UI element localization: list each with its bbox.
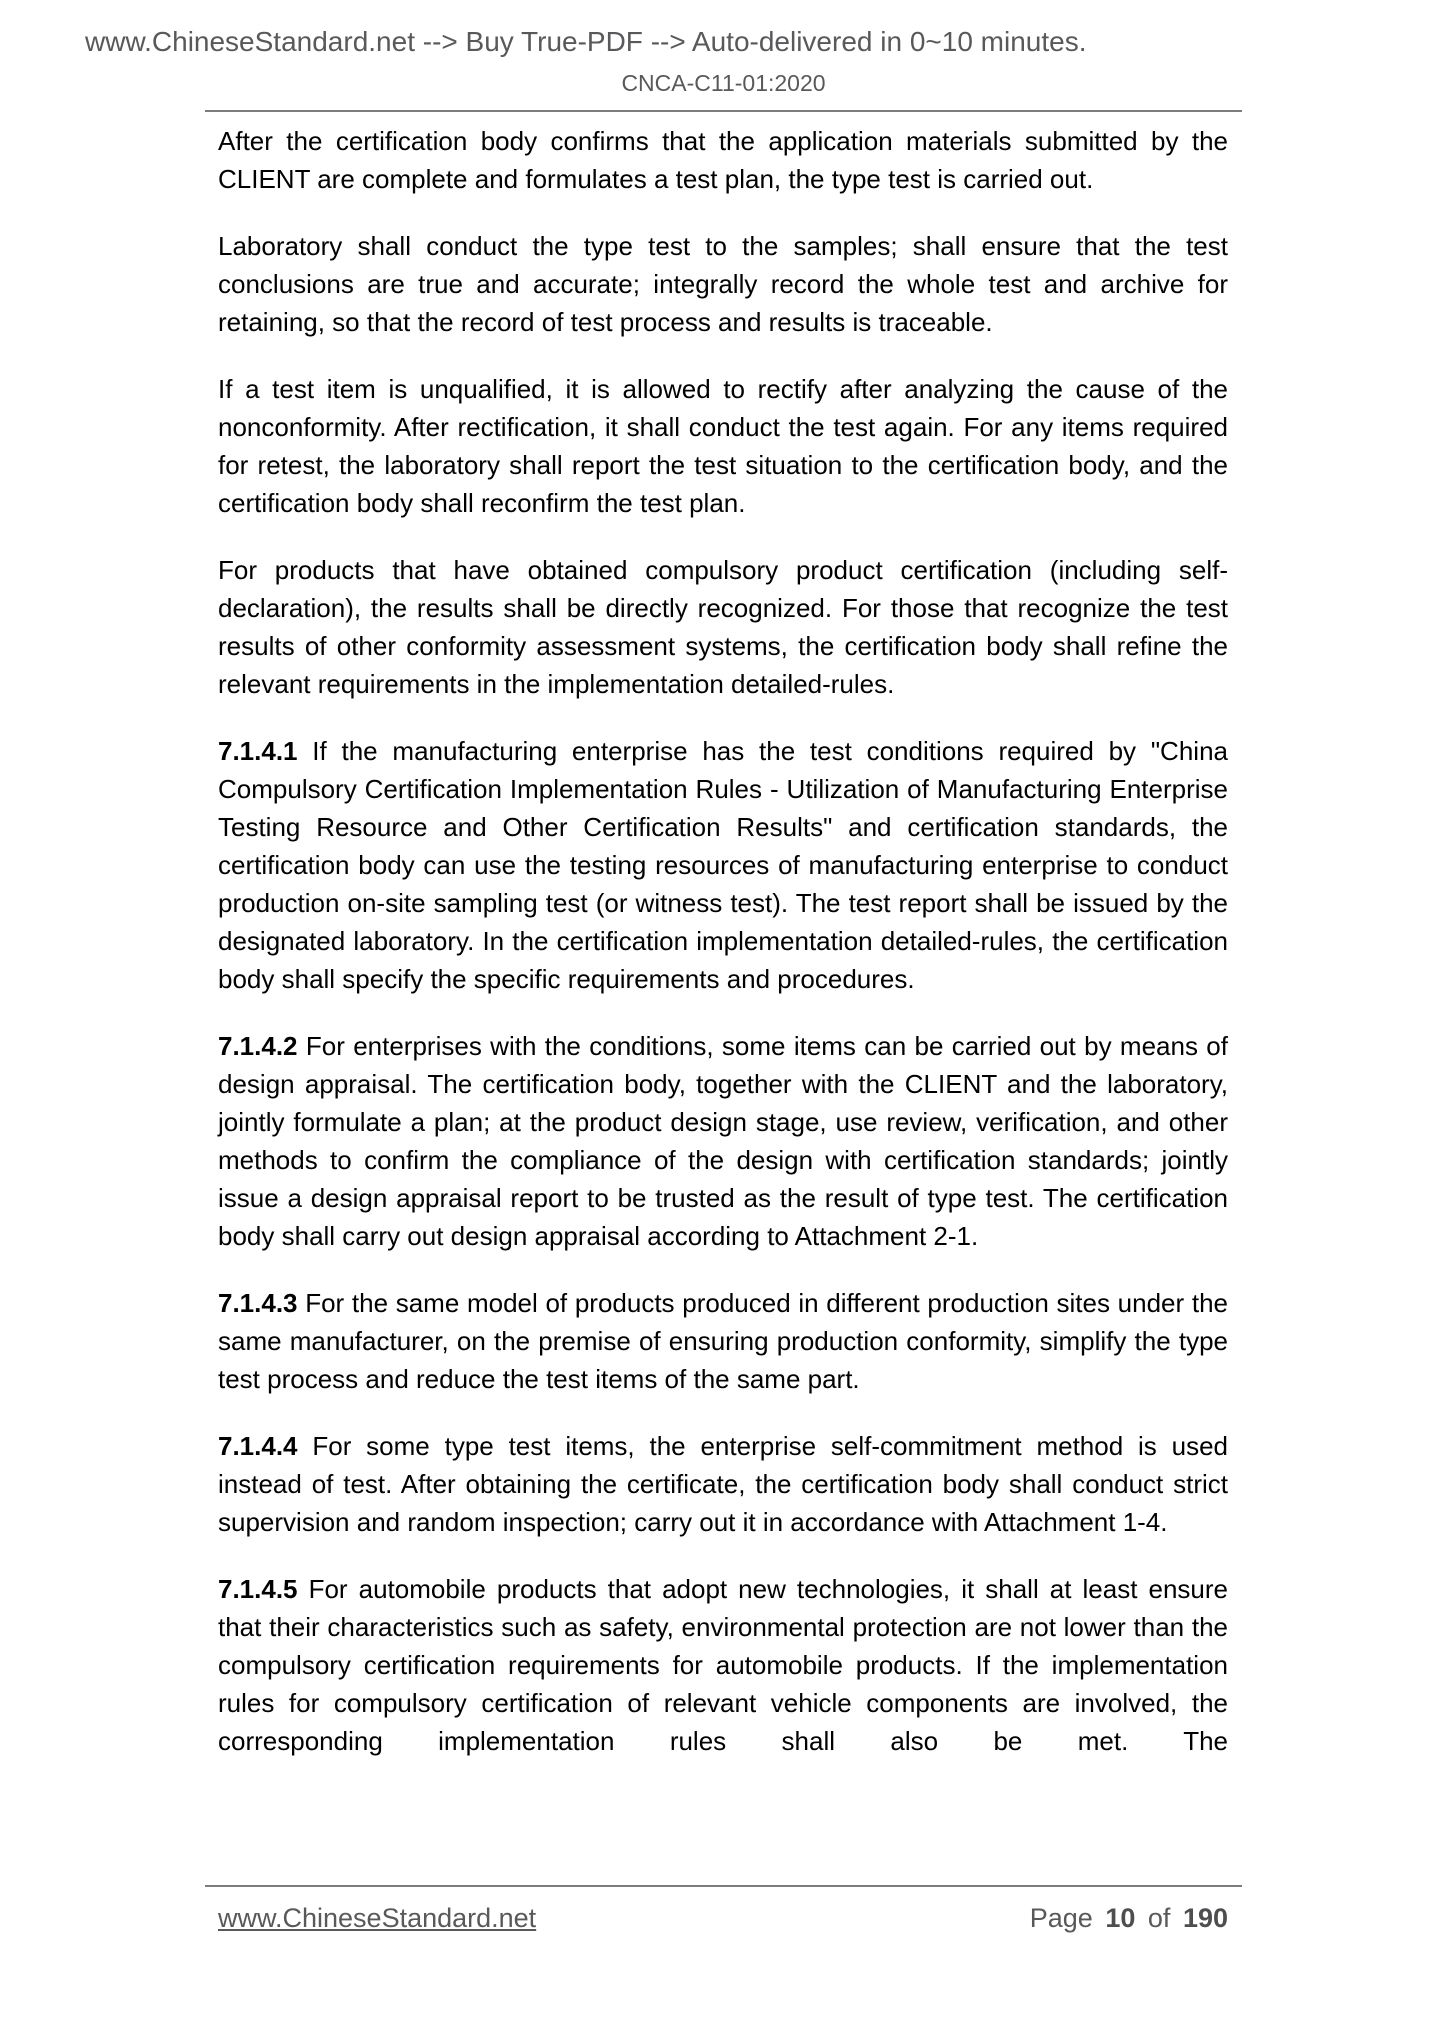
header-rule <box>205 110 1242 112</box>
section-number: 7.1.4.1 <box>218 736 298 766</box>
doc-code: CNCA-C11-01:2020 <box>621 70 826 96</box>
paragraph: Laboratory shall conduct the type test to the samples; shall ensure that the test conclusions are true and accurate; integrally record the whole test and archive for retaining, so that the record of test process and results is traceable. <box>218 231 1228 337</box>
page-indicator <box>1030 1903 1228 1934</box>
section-paragraph-7.1.4.5: 7.1.4.5 For automobile products that adopt new technologies, it shall at least ensure that their characteristics such as safety, environmental protection are not lower than the compulsory certification requirements for automobile products. If the implementation rules for compulsory certification of relevant vehicle components are involved, the corresponding implementation rules shall also be met. The <box>218 1574 1228 1756</box>
paragraph: After the certification body confirms that the application materials submitted by the CLIENT are complete and formulates a test plan, the type test is carried out. <box>218 126 1228 194</box>
paragraph: For products that have obtained compulsory product certification (including self-declaration), the results shall be directly recognized. For those that recognize the test results of other conformity assessment systems, the certification body shall refine the relevant requirements in the implementation detailed-rules. <box>218 555 1228 699</box>
document-body <box>218 122 1228 1789</box>
section-paragraph-7.1.4.3: 7.1.4.3 For the same model of products produced in different production sites under the same manufacturer, on the premise of ensuring production conformity, simplify the type test process and reduce the test items of the same part. <box>218 1288 1228 1394</box>
page-of: of <box>1147 1903 1171 1933</box>
page-total: 190 <box>1182 1903 1228 1933</box>
section-number: 7.1.4.2 <box>218 1031 298 1061</box>
page-label: Page <box>1029 1903 1093 1933</box>
section-paragraph-7.1.4.2: 7.1.4.2 For enterprises with the conditions, some items can be carried out by means of design appraisal. The certification body, together with the CLIENT and the laboratory, jointly formulate a plan; at the product design stage, use review, verification, and other methods to confirm the compliance of the design with certification standards; jointly issue a design appraisal report to be trusted as the result of type test. The certification body shall carry out design appraisal according to Attachment 2-1. <box>218 1031 1228 1251</box>
section-number: 7.1.4.5 <box>218 1574 298 1604</box>
footer-site-link[interactable]: www.ChineseStandard.net <box>218 1903 537 1933</box>
page-current: 10 <box>1105 1903 1136 1933</box>
section-number: 7.1.4.3 <box>218 1288 298 1318</box>
section-paragraph-7.1.4.1: 7.1.4.1 If the manufacturing enterprise has the test conditions required by "China Compulsory Certification Implementation Rules - Utilization of Manufacturing Enterprise Testing Resource and Other Certification Results" and certification standards, the certification body can use the testing resources of manufacturing enterprise to conduct production on-site sampling test (or witness test). The test report shall be issued by the designated laboratory. In the certification implementation detailed-rules, the certification body shall specify the specific requirements and procedures. <box>218 736 1228 994</box>
paragraph: If a test item is unqualified, it is allowed to rectify after analyzing the cause of the nonconformity. After rectification, it shall conduct the test again. For any items required for retest, the laboratory shall report the test situation to the certification body, and the certification body shall reconfirm the test plan. <box>218 374 1228 518</box>
header-promo: www.ChineseStandard.net --> Buy True-PDF --> Auto-delivered in 0~10 minutes. <box>85 26 1087 57</box>
footer-rule <box>205 1885 1242 1887</box>
section-number: 7.1.4.4 <box>218 1431 298 1461</box>
section-paragraph-7.1.4.4: 7.1.4.4 For some type test items, the enterprise self-commitment method is used instead of test. After obtaining the certificate, the certification body shall conduct strict supervision and random inspection; carry out it in accordance with Attachment 1-4. <box>218 1431 1228 1537</box>
